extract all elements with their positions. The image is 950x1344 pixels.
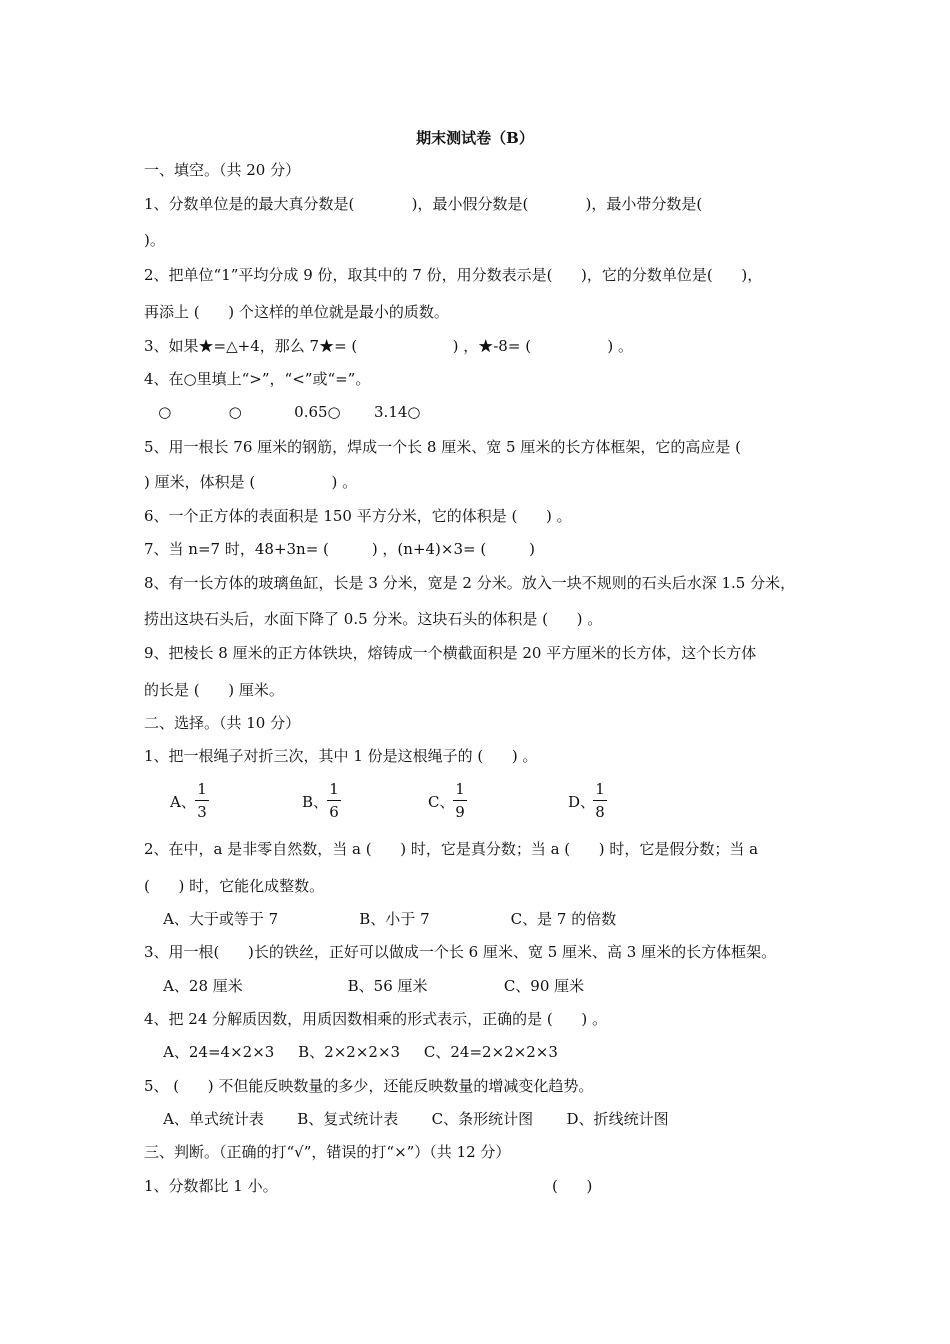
fraction-denominator: 9 — [455, 803, 465, 821]
s1-line-11: 7、当 n=7 时，48+3n= ( ) ，(n+4)×3= ( ) — [144, 540, 535, 558]
s2-q1-option-c-label: C、 — [428, 793, 455, 811]
s2-q1-option-b-label: B、 — [302, 793, 329, 811]
s1-line-4: 再添上 ( ) 个这样的单位就是最小的质数。 — [144, 303, 449, 321]
fraction-denominator: 6 — [329, 803, 339, 821]
s2-line-7: A、24=4×2×3 B、2×2×2×3 C、24=2×2×2×3 — [144, 1043, 558, 1061]
s2-line-3: A、大于或等于 7 B、小于 7 C、是 7 的倍数 — [144, 910, 617, 928]
fraction-numerator: 1 — [595, 780, 605, 798]
fraction-bar — [453, 800, 467, 801]
s2-line-8: 5、 ( ) 不但能反映数量的多少，还能反映数量的增减变化趋势。 — [144, 1077, 594, 1095]
section3-heading: 三、判断。（正确的打“√”，错误的打“×”）（共 12 分） — [144, 1143, 511, 1161]
s1-line-5: 3、如果★=△+4，那么 7★= ( ) ，★-8= ( ) 。 — [144, 337, 633, 355]
fraction-numerator: 1 — [455, 780, 465, 798]
s2-line-4: 3、用一根( )长的铁丝，正好可以做成一个长 6 厘米、宽 5 厘米、高 3 厘米的长方体框架。 — [144, 943, 777, 961]
s1-line-9: ) 厘米，体积是 ( ) 。 — [144, 473, 358, 491]
s2-line-6: 4、把 24 分解质因数，用质因数相乘的形式表示，正确的是 ( ) 。 — [144, 1010, 608, 1028]
s1-line-14: 9、把棱长 8 厘米的正方体铁块，熔铸成一个横截面积是 20 平方厘米的长方体，这个长方体 — [144, 644, 757, 662]
s2-line-9: A、单式统计表 B、复式统计表 C、条形统计图 D、折线统计图 — [144, 1110, 669, 1128]
page-title: 期末测试卷（B） — [416, 129, 534, 147]
s2-q1-option-a-label: A、 — [170, 793, 196, 811]
s2-line-5: A、28 厘米 B、56 厘米 C、90 厘米 — [144, 977, 585, 995]
fraction-bar — [195, 800, 209, 801]
section2-heading: 二、选择。（共 10 分） — [144, 714, 301, 732]
s2-q1-option-d-label: D、 — [568, 793, 596, 811]
s2-question-1: 1、把一根绳子对折三次，其中 1 份是这根绳子的 ( ) 。 — [144, 747, 538, 765]
section1-heading: 一、填空。（共 20 分） — [144, 161, 301, 179]
s2-line-2: ( ) 时，它能化成整数。 — [144, 877, 325, 895]
s3-question-1-blank: ( ) — [552, 1177, 593, 1195]
s2-line-1: 2、在中，a 是非零自然数，当 a ( ) 时，它是真分数；当 a ( ) 时，它是假分数；当 a — [144, 840, 759, 858]
fraction-bar — [327, 800, 341, 801]
s1-line-13: 捞出这块石头后，水面下降了 0.5 分米。这块石头的体积是 ( ) 。 — [144, 610, 603, 628]
fraction-denominator: 3 — [197, 803, 207, 821]
fraction-numerator: 1 — [197, 780, 207, 798]
fraction-numerator: 1 — [329, 780, 339, 798]
s1-line-6: 4、在○里填上“>”，“<”或“=”。 — [144, 370, 371, 388]
s1-line-2: )。 — [144, 231, 165, 249]
s1-line-7: ○ ○ 0.65○ 3.14○ — [144, 403, 421, 421]
s1-line-15: 的长是 ( ) 厘米。 — [144, 681, 284, 699]
s3-question-1: 1、分数都比 1 小。 — [144, 1177, 278, 1195]
s2-q1-option-a-fraction — [195, 780, 209, 821]
s1-line-10: 6、一个正方体的表面积是 150 平方分米，它的体积是 ( ) 。 — [144, 507, 572, 525]
fraction-denominator: 8 — [595, 803, 605, 821]
s1-line-12: 8、有一长方体的玻璃鱼缸，长是 3 分米，宽是 2 分米。放入一块不规则的石头后水深 1.5 分米， — [144, 574, 796, 592]
fraction-bar — [593, 800, 607, 801]
s2-q1-option-d-fraction — [593, 780, 607, 821]
s2-q1-option-c-fraction — [453, 780, 467, 821]
s2-q1-option-b-fraction — [327, 780, 341, 821]
s1-line-8: 5、用一根长 76 厘米的钢筋，焊成一个长 8 厘米、宽 5 厘米的长方体框架，它的高应是 ( — [144, 438, 741, 456]
s1-line-1: 1、分数单位是的最大真分数是( )，最小假分数是( )，最小带分数是( — [144, 195, 703, 213]
s1-line-3: 2、把单位“1”平均分成 9 份，取其中的 7 份，用分数表示是( )，它的分数单位是( )， — [144, 266, 763, 284]
